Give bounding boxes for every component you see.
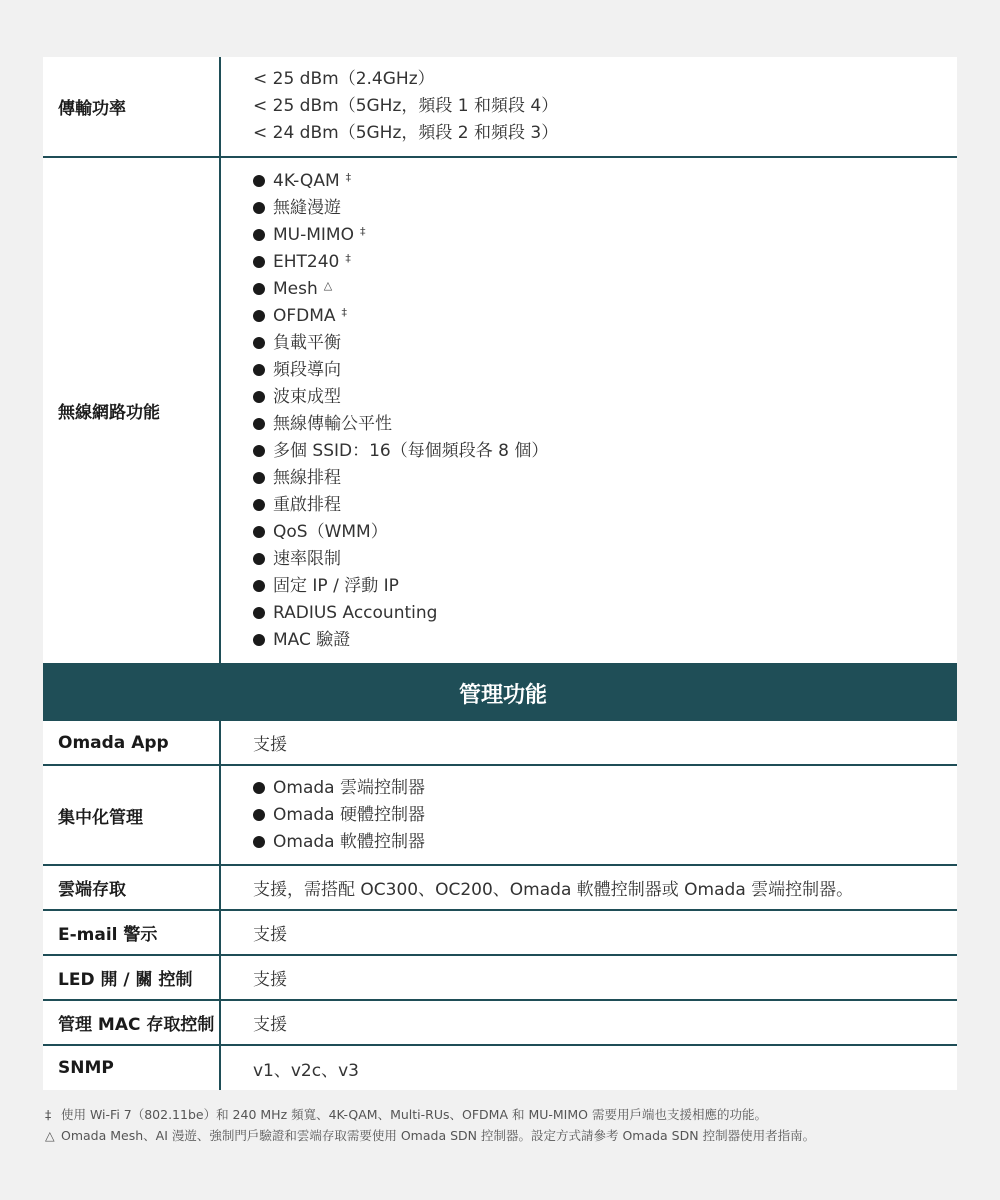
- feature-list-item: [253, 546, 957, 573]
- feature-list-item: [253, 573, 957, 600]
- row-value: v1、v2c、v3: [253, 1060, 359, 1081]
- row-value: [221, 766, 957, 864]
- row-value: 支援: [253, 925, 287, 945]
- feature-text: MU-MIMO: [273, 224, 354, 245]
- footnote-text: Omada Mesh、AI 漫遊、強制門戶驗證和雲端存取需要使用 Omada SDN 控制器。設定方式請參考 Omada SDN 控制器使用者指南。: [61, 1128, 816, 1143]
- row-value: 支援: [253, 970, 287, 990]
- row-label: 傳輸功率: [43, 57, 221, 156]
- bullet-dot-icon: [253, 809, 265, 821]
- list-item-text: Omada 硬體控制器: [273, 804, 425, 825]
- list-item-text: Omada 軟體控制器: [273, 831, 425, 852]
- feature-list-item: [253, 357, 957, 384]
- feature-text: 無縫漫遊: [273, 197, 341, 218]
- feature-list-item: [253, 249, 957, 276]
- footnote-text: 使用 Wi-Fi 7（802.11be）和 240 MHz 頻寬、4K-QAM、Multi-RUs、OFDMA 和 MU-MIMO 需要用戶端也支援相應的功能。: [61, 1107, 767, 1122]
- spec-row-snmp: [43, 1046, 957, 1090]
- feature-list-item: [253, 168, 957, 195]
- bullet-dot-icon: [253, 580, 265, 592]
- feature-text: 固定 IP / 浮動 IP: [273, 575, 399, 596]
- feature-text: 無線傳輸公平性: [273, 413, 392, 434]
- section-title: 管理功能: [459, 682, 548, 708]
- footnote: [45, 1104, 965, 1125]
- spec-row-cloud-access: [43, 866, 957, 911]
- bullet-dot-icon: [253, 283, 265, 295]
- bullet-dot-icon: [253, 418, 265, 430]
- footnote-symbol: △: [45, 1128, 55, 1143]
- row-label: 集中化管理: [43, 766, 221, 864]
- row-value: 支援: [253, 735, 287, 755]
- list-item: [253, 802, 957, 829]
- spec-row-led-control: [43, 956, 957, 1001]
- row-label: 雲端存取: [43, 866, 221, 909]
- feature-list-item: [253, 492, 957, 519]
- bullet-dot-icon: [253, 607, 265, 619]
- bullet-dot-icon: [253, 391, 265, 403]
- bullet-dot-icon: [253, 836, 265, 848]
- list-item: [253, 829, 957, 856]
- row-label: Omada App: [43, 721, 221, 764]
- bullet-dot-icon: [253, 175, 265, 187]
- feature-list-item: [253, 438, 957, 465]
- spec-row-mac-access-control: [43, 1001, 957, 1046]
- bullet-dot-icon: [253, 782, 265, 794]
- feature-list-item: [253, 519, 957, 546]
- row-value: [221, 57, 957, 156]
- bullet-dot-icon: [253, 634, 265, 646]
- feature-text: OFDMA: [273, 305, 336, 326]
- list-item-text: Omada 雲端控制器: [273, 777, 425, 798]
- feature-text: RADIUS Accounting: [273, 602, 438, 623]
- spec-row-transmit-power: [43, 57, 957, 158]
- feature-text: MAC 驗證: [273, 629, 351, 650]
- feature-text: 多個 SSID：16（每個頻段各 8 個）: [273, 440, 549, 461]
- footnote-mark: ‡: [359, 224, 366, 238]
- row-label: E-mail 警示: [43, 911, 221, 954]
- bullet-dot-icon: [253, 526, 265, 538]
- feature-list-item: [253, 303, 957, 330]
- feature-text: 無線排程: [273, 467, 341, 488]
- row-label: SNMP: [43, 1046, 221, 1090]
- spec-row-email-alert: [43, 911, 957, 956]
- bullet-dot-icon: [253, 337, 265, 349]
- feature-list-item: [253, 465, 957, 492]
- list-item: [253, 775, 957, 802]
- bullet-dot-icon: [253, 499, 265, 511]
- spec-row-central-management: [43, 766, 957, 866]
- feature-text: 波束成型: [273, 386, 341, 407]
- feature-text: 負載平衡: [273, 332, 341, 353]
- row-label: 管理 MAC 存取控制: [43, 1001, 221, 1044]
- bullet-dot-icon: [253, 229, 265, 241]
- feature-list-item: [253, 195, 957, 222]
- footnote-symbol: ‡: [45, 1107, 52, 1122]
- row-label: 無線網路功能: [43, 158, 221, 663]
- power-line: < 24 dBm（5GHz，頻段 2 和頻段 3）: [253, 123, 559, 143]
- feature-text: 頻段導向: [273, 359, 341, 380]
- bullet-dot-icon: [253, 445, 265, 457]
- section-header: [43, 665, 957, 721]
- spec-table: [43, 57, 957, 1090]
- bullet-dot-icon: [253, 364, 265, 376]
- footnote-mark: △: [323, 278, 333, 292]
- row-value: [221, 158, 957, 663]
- feature-list-item: [253, 411, 957, 438]
- feature-text: 4K-QAM: [273, 170, 340, 191]
- bullet-dot-icon: [253, 310, 265, 322]
- feature-text: Mesh: [273, 278, 318, 299]
- footnote-mark: ‡: [341, 305, 348, 319]
- feature-list-item: [253, 330, 957, 357]
- feature-text: 重啟排程: [273, 494, 341, 515]
- spec-row-omada-app: [43, 721, 957, 766]
- feature-list-item: [253, 276, 957, 303]
- bullet-dot-icon: [253, 256, 265, 268]
- power-line: < 25 dBm（2.4GHz）: [253, 69, 435, 89]
- footnote: [45, 1125, 965, 1146]
- bullet-dot-icon: [253, 202, 265, 214]
- feature-list-item: [253, 384, 957, 411]
- feature-list-item: [253, 627, 957, 654]
- footnotes: [45, 1104, 965, 1146]
- feature-text: EHT240: [273, 251, 340, 272]
- footnote-mark: ‡: [345, 170, 352, 184]
- spec-row-wireless-features: [43, 158, 957, 665]
- row-label: LED 開 / 關 控制: [43, 956, 221, 999]
- feature-list-item: [253, 600, 957, 627]
- footnote-mark: ‡: [345, 251, 351, 265]
- feature-list-item: [253, 222, 957, 249]
- bullet-dot-icon: [253, 553, 265, 565]
- bullet-dot-icon: [253, 472, 265, 484]
- row-value: 支援: [253, 1015, 287, 1035]
- feature-text: 速率限制: [273, 548, 341, 569]
- row-value: 支援，需搭配 OC300、OC200、Omada 軟體控制器或 Omada 雲端控制器。: [253, 880, 854, 900]
- feature-text: QoS（WMM）: [273, 521, 388, 542]
- power-line: < 25 dBm（5GHz，頻段 1 和頻段 4）: [253, 96, 559, 116]
